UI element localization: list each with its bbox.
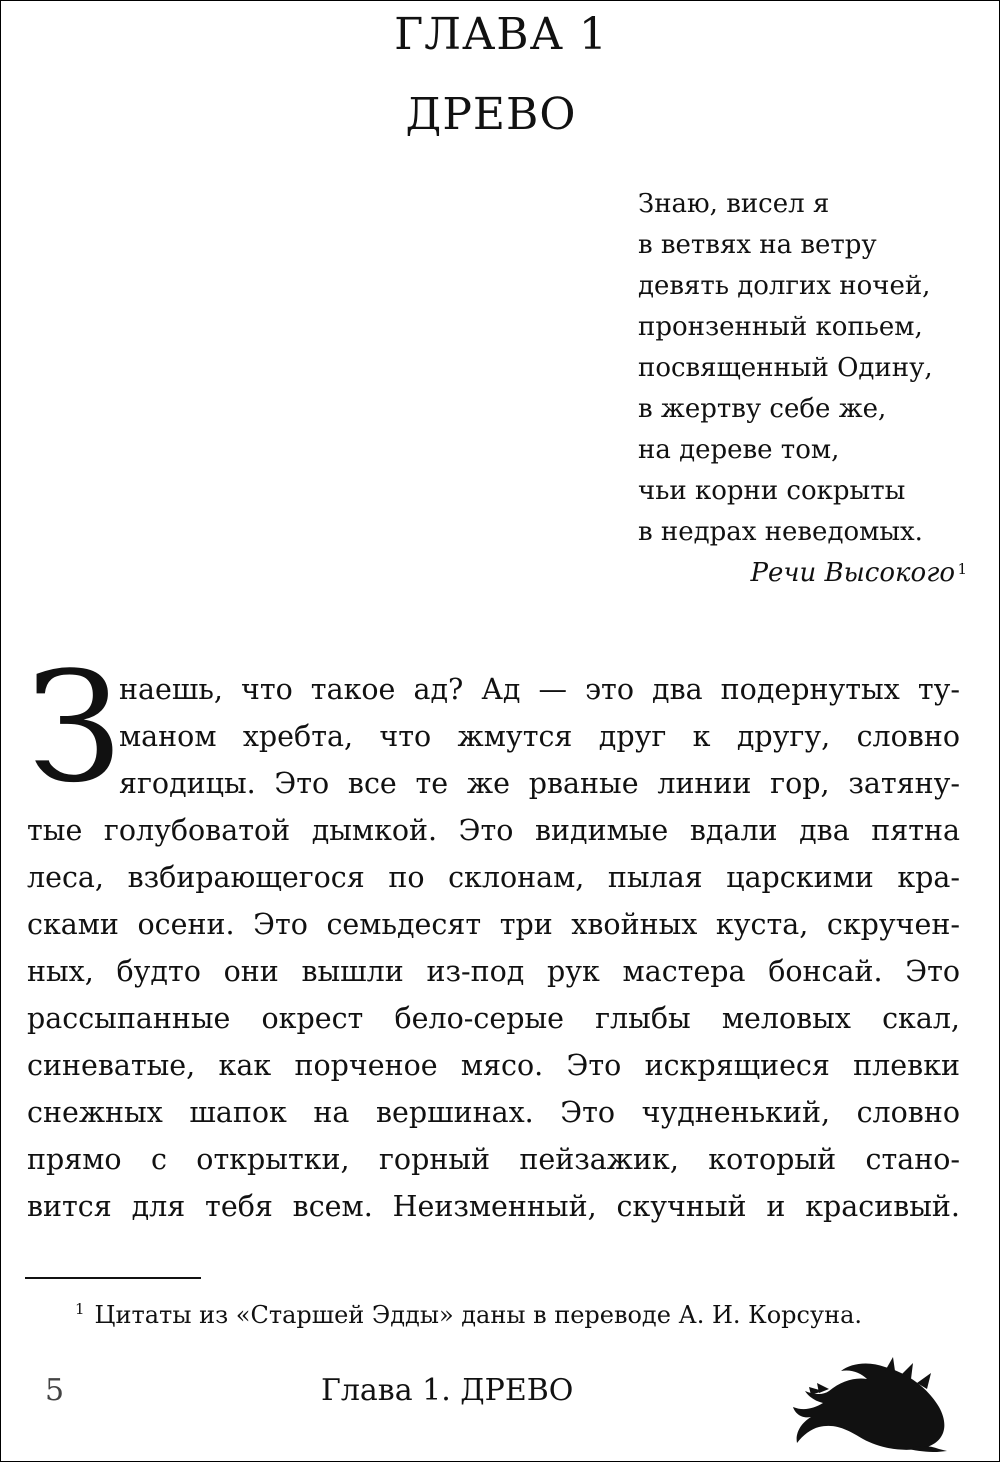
drop-cap: З [27, 639, 122, 816]
epigraph-line: чьи корни сокрыты [638, 476, 906, 506]
body-paragraph [27, 666, 960, 1230]
footnote [75, 1291, 960, 1333]
epigraph-line: в ветвях на ветру [638, 230, 877, 260]
epigraph-line: девять долгих ночей, [638, 271, 931, 301]
paragraph-line: синеватые, как порченое мясо. Это искрящиеся плевки [27, 1049, 960, 1082]
epigraph [638, 184, 967, 594]
paragraph-line: ягодицы. Это все те же рваные линии гор, затяну- [119, 767, 960, 800]
paragraph-line: маном хребта, что жмутся друг к другу, словно [119, 720, 960, 753]
epigraph-source [638, 553, 967, 594]
paragraph-line: наешь, что такое ад? Ад — это два подернутых ту- [119, 673, 960, 706]
footnote-text: Цитаты из «Старшей Эдды» даны в переводе А. И. Корсуна. [94, 1301, 863, 1329]
paragraph-line: прямо с открытки, горный пейзажик, который стано- [27, 1143, 960, 1176]
epigraph-line: в недрах неведомых. [638, 517, 923, 547]
footnote-reference[interactable]: 1 [957, 560, 967, 578]
dragon-emblem-icon [789, 1353, 959, 1453]
paragraph-line: рассыпанные окрест бело-серые глыбы меловых скал, [27, 1002, 960, 1035]
paragraph-line: ных, будто они вышли из-под рук мастера бонсай. Это [27, 955, 960, 988]
paragraph-line: леса, взбирающегося по склонам, пылая царскими кра- [27, 861, 960, 894]
footnote-number: 1 [75, 1300, 85, 1318]
paragraph-line: сками осени. Это семьдесят три хвойных куста, скручен- [27, 908, 960, 941]
epigraph-line: посвященный Одину, [638, 353, 933, 383]
paragraph-line: тые голубоватой дымкой. Это видимые вдали два пятна [27, 814, 960, 847]
page-number: 5 [45, 1373, 65, 1408]
epigraph-line: на дереве том, [638, 435, 840, 465]
epigraph-line: в жертву себе же, [638, 394, 887, 424]
paragraph-line: снежных шапок на вершинах. Это чудненький, словно [27, 1096, 960, 1129]
chapter-title: ДРЕВО [405, 89, 577, 140]
epigraph-line: Знаю, висел я [638, 189, 830, 219]
footnote-divider [25, 1277, 201, 1279]
running-head: Глава 1. ДРЕВО [321, 1373, 574, 1408]
epigraph-source-title: Речи Высокого [750, 558, 955, 588]
chapter-label: ГЛАВА 1 [394, 9, 608, 60]
epigraph-line: пронзенный копьем, [638, 312, 923, 342]
paragraph-line: вится для тебя всем. Неизменный, скучный и красивый. [27, 1190, 960, 1223]
